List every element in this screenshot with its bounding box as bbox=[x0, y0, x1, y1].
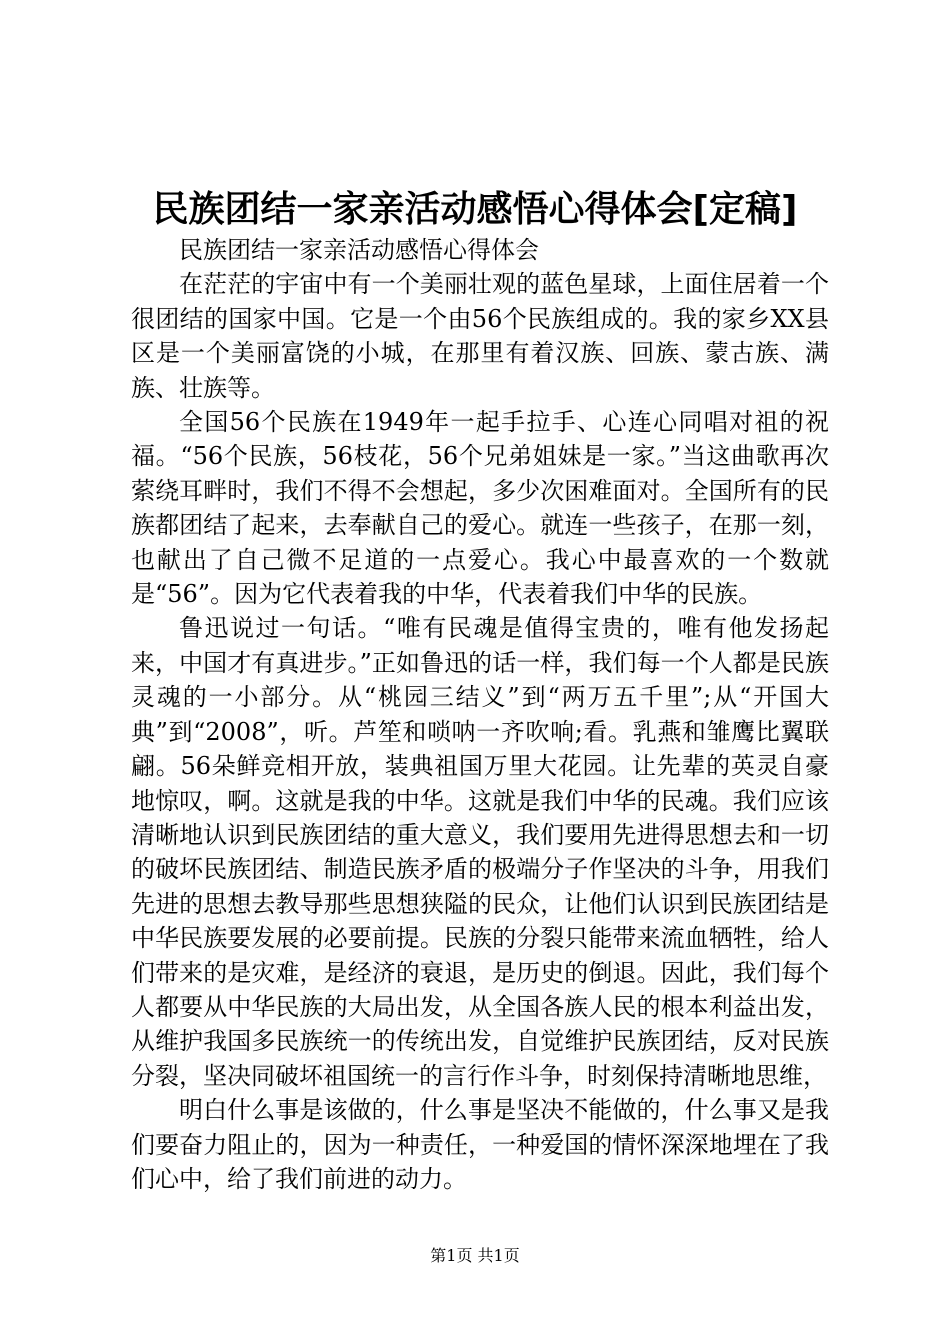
paragraph-4: 明白什么事是该做的，什么事是坚决不能做的，什么事又是我们要奋力阻止的，因为一种责任，一种爱国的情怀深深地埋在了我们心中，给了我们前进的动力。 bbox=[131, 1096, 829, 1193]
document-title: 民族团结一家亲活动感悟心得体会[定稿] bbox=[152, 189, 798, 230]
page-footer: 第1页 共1页 bbox=[430, 1246, 520, 1265]
document-body bbox=[131, 233, 829, 1196]
paragraph-3: 鲁迅说过一句话。“唯有民魂是值得宝贵的，唯有他发扬起来，中国才有真进步。”正如鲁迅的话一样，我们每一个人都是民族灵魂的一小部分。从“桃园三结义”到“两万五千里”;从“开国大典”到“2008”，听。芦笙和唢呐一齐吹响;看。乳燕和雏鹰比翼联翩。56朵鲜竞相开放，装典祖国万里大花园。让先辈的英灵自豪地惊叹，啊。这就是我的中华。这就是我们中华的民魂。我们应该清晰地认识到民族团结的重大意义，我们要用先进得思想去和一切的破坏民族团结、制造民族矛盾的极端分子作坚决的斗争，用我们先进的思想去教导那些思想狭隘的民众，让他们认识到民族团结是中华民族要发展的必要前提。民族的分裂只能带来流血牺牲，给人们带来的是灾难，是经济的衰退，是历史的倒退。因此，我们每个人都要从中华民族的大局出发，从全国各族人民的根本利益出发，从维护我国多民族统一的传统出发，自觉维护民族团结，反对民族分裂，坚决同破坏祖国统一的言行作斗争，时刻保持清晰地思维， bbox=[131, 614, 829, 1090]
paragraph-1: 在茫茫的宇宙中有一个美丽壮观的蓝色星球，上面住居着一个很团结的国家中国。它是一个由56个民族组成的。我的家乡XX县区是一个美丽富饶的小城，在那里有着汉族、回族、蒙古族、满族、壮族等。 bbox=[131, 270, 829, 402]
document-subtitle: 民族团结一家亲活动感悟心得体会 bbox=[179, 236, 539, 264]
paragraph-2: 全国56个民族在1949年一起手拉手、心连心同唱对祖的祝福。“56个民族，56枝花，56个兄弟姐妹是一家。”当这曲歌再次萦绕耳畔时，我们不得不会想起，多少次困难面对。全国所有的民族都团结了起来，去奉献自己的爱心。就连一些孩子，在那一刻，也献出了自己微不足道的一点爱心。我心中最喜欢的一个数就是“56”。因为它代表着我的中华，代表着我们中华的民族。 bbox=[131, 408, 829, 609]
